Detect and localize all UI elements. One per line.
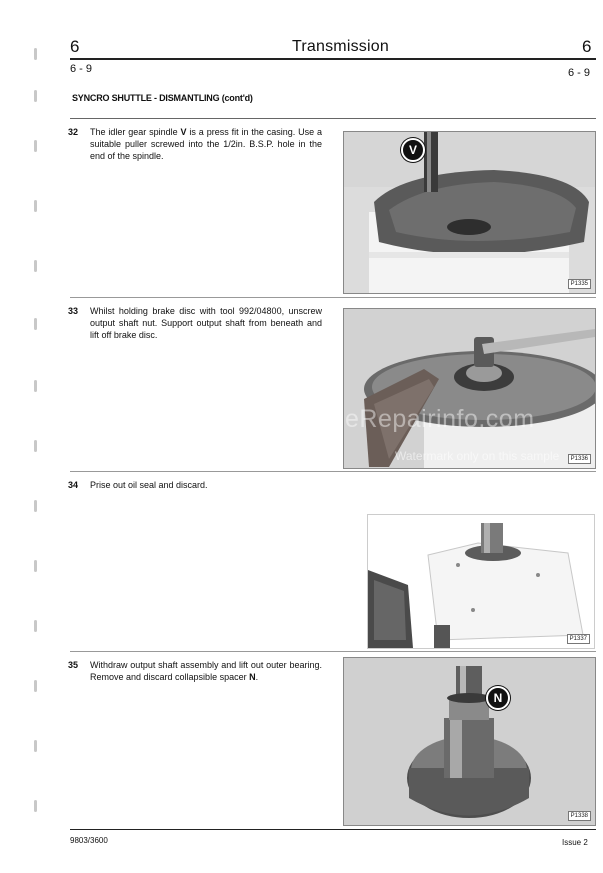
callout-marker-v: V — [401, 138, 425, 162]
step-divider — [70, 297, 596, 298]
step-number: 32 — [68, 127, 79, 137]
step-divider — [70, 651, 596, 652]
photo-step-33 — [343, 308, 596, 469]
page-title: Transmission — [292, 38, 389, 55]
callout-marker-n: N — [486, 686, 510, 710]
page-number-right: 6 - 9 — [568, 67, 591, 79]
watermark: eRepairinfo.com — [345, 405, 535, 433]
step-number: 34 — [68, 480, 79, 490]
step-text: Prise out oil seal and discard. — [90, 480, 208, 490]
step-text: Whilst holding brake disc with tool 992/04800, unscrew output shaft nut. Support output shaft from beneath and lift off brake disc. — [90, 306, 322, 340]
page-number-left: 6 - 9 — [70, 63, 93, 75]
photo-label: P1338 — [568, 811, 591, 821]
part-reference: V — [180, 127, 187, 137]
photo-step-35 — [343, 657, 596, 826]
photo-step-32 — [343, 131, 596, 294]
step-number: 35 — [68, 660, 79, 670]
watermark-subtitle: Watermark only on this sample — [395, 449, 560, 463]
step-text: Withdraw output shaft assembly and lift out outer bearing. Remove and discard collapsible spacer N. — [90, 660, 322, 682]
section-number-left: 6 — [70, 37, 80, 56]
binding-edge — [0, 0, 40, 873]
issue-number: Issue 2 — [562, 838, 588, 847]
photo-label: P1337 — [567, 634, 590, 644]
section-rule — [70, 118, 596, 119]
step-number: 33 — [68, 306, 79, 316]
section-heading: SYNCRO SHUTTLE - DISMANTLING (cont'd) — [72, 93, 253, 103]
header-rule — [70, 58, 596, 60]
photo-label: P1335 — [568, 279, 591, 289]
part-reference: N — [249, 672, 256, 682]
section-number-right: 6 — [582, 37, 592, 56]
footer-rule — [70, 829, 596, 830]
photo-step-34 — [367, 514, 595, 649]
document-code: 9803/3600 — [70, 836, 108, 845]
step-text: The idler gear spindle V is a press fit in the casing. Use a suitable puller screwed into the 1/2in. B.S.P. hole in the end of the spindle. — [90, 127, 322, 161]
photo-label: P1336 — [568, 454, 591, 464]
step-divider — [70, 471, 596, 472]
